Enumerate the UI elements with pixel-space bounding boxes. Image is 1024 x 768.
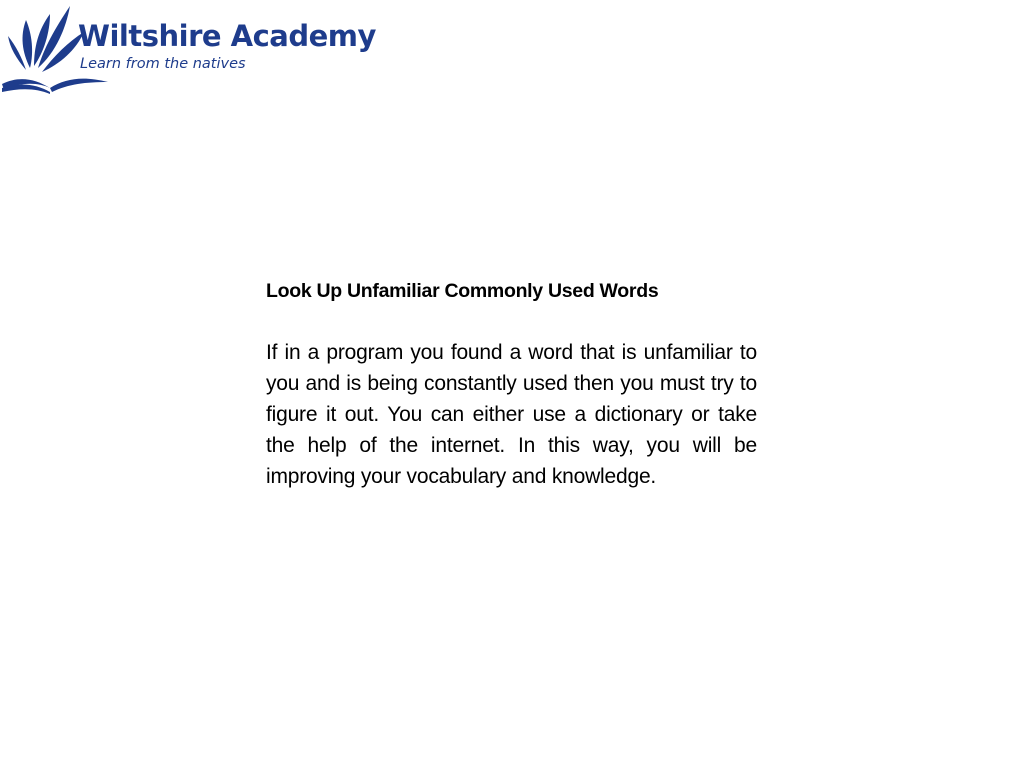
brand-tagline: Learn from the natives <box>80 56 246 72</box>
slide-body-text: If in a program you found a word that is unfamiliar to you and is being constantly used then you must try to figure it out. You can either use a dictionary or take the help of the internet. In this way, you will be improving your vocabulary and knowledge. <box>266 341 757 488</box>
brand-name: Wiltshire Academy <box>78 19 376 53</box>
slide-heading: Look Up Unfamiliar Commonly Used Words <box>266 280 659 302</box>
brand-logo <box>0 0 376 100</box>
slide-content <box>266 276 757 492</box>
